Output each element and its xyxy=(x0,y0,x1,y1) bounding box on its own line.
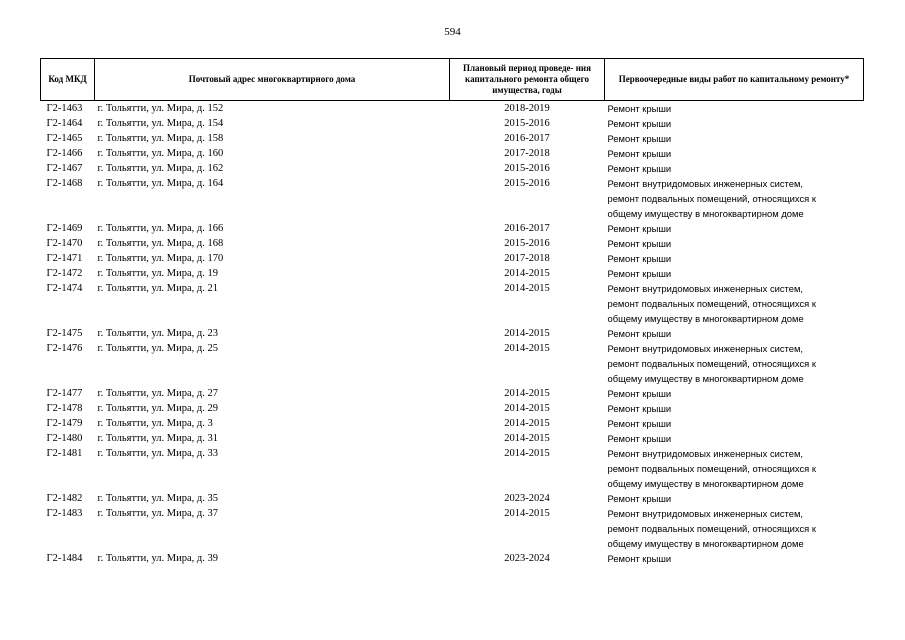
postal-address: г. Тольятти, ул. Мира, д. 33 xyxy=(97,448,218,459)
mkd-code: Г2-1484 xyxy=(46,553,83,564)
repair-period: 2017-2018 xyxy=(504,148,550,159)
repair-schedule-table xyxy=(40,58,864,566)
mkd-code: Г2-1464 xyxy=(46,118,83,129)
repair-works-line: общему имуществу в многоквартирном доме xyxy=(607,313,804,324)
table-row xyxy=(41,176,864,221)
mkd-code: Г2-1468 xyxy=(46,178,83,189)
repair-works-line: Ремонт крыши xyxy=(607,493,672,504)
table-row xyxy=(41,506,864,551)
repair-works xyxy=(605,401,864,416)
table-row xyxy=(41,251,864,266)
header-works: Первоочередные виды работ по капитальному ремонту* xyxy=(605,59,864,101)
repair-works xyxy=(605,506,864,551)
table-row xyxy=(41,326,864,341)
postal-address: г. Тольятти, ул. Мира, д. 29 xyxy=(97,403,218,414)
repair-works-line: Ремонт крыши xyxy=(607,328,672,339)
repair-works-line: общему имуществу в многоквартирном доме xyxy=(607,208,804,219)
postal-address: г. Тольятти, ул. Мира, д. 23 xyxy=(97,328,218,339)
postal-address: г. Тольятти, ул. Мира, д. 162 xyxy=(97,163,224,174)
mkd-code: Г2-1477 xyxy=(46,388,83,399)
table-row xyxy=(41,101,864,117)
table-row xyxy=(41,131,864,146)
table-row xyxy=(41,446,864,491)
repair-works-line: общему имуществу в многоквартирном доме xyxy=(607,538,804,549)
repair-works xyxy=(605,101,864,117)
page-number: 594 xyxy=(444,26,461,38)
header-code: Код МКД xyxy=(41,59,95,101)
repair-period: 2023-2024 xyxy=(504,553,550,564)
repair-period: 2017-2018 xyxy=(504,253,550,264)
repair-works-line: общему имуществу в многоквартирном доме xyxy=(607,373,804,384)
repair-period: 2014-2015 xyxy=(504,388,550,399)
postal-address: г. Тольятти, ул. Мира, д. 25 xyxy=(97,343,218,354)
repair-works-line: ремонт подвальных помещений, относящихся к xyxy=(607,358,816,369)
postal-address: г. Тольятти, ул. Мира, д. 39 xyxy=(97,553,218,564)
postal-address: г. Тольятти, ул. Мира, д. 3 xyxy=(97,418,213,429)
postal-address: г. Тольятти, ул. Мира, д. 152 xyxy=(97,103,224,114)
repair-works xyxy=(605,221,864,236)
repair-works xyxy=(605,416,864,431)
repair-period: 2014-2015 xyxy=(504,433,550,444)
repair-works xyxy=(605,386,864,401)
mkd-code: Г2-1482 xyxy=(46,493,83,504)
repair-works-line: Ремонт крыши xyxy=(607,133,672,144)
postal-address: г. Тольятти, ул. Мира, д. 35 xyxy=(97,493,218,504)
table-row xyxy=(41,416,864,431)
repair-works xyxy=(605,326,864,341)
repair-works xyxy=(605,131,864,146)
header-address: Почтовый адрес многоквартирного дома xyxy=(95,59,450,101)
repair-works-line: Ремонт крыши xyxy=(607,553,672,564)
repair-works xyxy=(605,176,864,221)
mkd-code: Г2-1471 xyxy=(46,253,83,264)
mkd-code: Г2-1475 xyxy=(46,328,83,339)
mkd-code: Г2-1478 xyxy=(46,403,83,414)
table-row xyxy=(41,266,864,281)
repair-period: 2014-2015 xyxy=(504,403,550,414)
mkd-code: Г2-1470 xyxy=(46,238,83,249)
repair-works xyxy=(605,161,864,176)
repair-period: 2014-2015 xyxy=(504,343,550,354)
mkd-code: Г2-1467 xyxy=(46,163,83,174)
table-row xyxy=(41,341,864,386)
repair-works xyxy=(605,146,864,161)
mkd-code: Г2-1463 xyxy=(46,103,83,114)
postal-address: г. Тольятти, ул. Мира, д. 168 xyxy=(97,238,224,249)
repair-works-line: Ремонт крыши xyxy=(607,118,672,129)
repair-period: 2014-2015 xyxy=(504,508,550,519)
postal-address: г. Тольятти, ул. Мира, д. 31 xyxy=(97,433,218,444)
repair-works-line: Ремонт внутридомовых инженерных систем, xyxy=(607,343,804,354)
repair-works-line: Ремонт крыши xyxy=(607,403,672,414)
repair-period: 2015-2016 xyxy=(504,163,550,174)
table-row xyxy=(41,551,864,566)
mkd-code: Г2-1465 xyxy=(46,133,83,144)
repair-works-line: общему имуществу в многоквартирном доме xyxy=(607,478,804,489)
mkd-code: Г2-1479 xyxy=(46,418,83,429)
postal-address: г. Тольятти, ул. Мира, д. 166 xyxy=(97,223,224,234)
repair-works-line: ремонт подвальных помещений, относящихся к xyxy=(607,298,816,309)
header-period: Плановый период проведе- ния капитального ремонта общего имущества, годы xyxy=(450,59,605,101)
mkd-code: Г2-1483 xyxy=(46,508,83,519)
repair-period: 2016-2017 xyxy=(504,133,550,144)
table-row xyxy=(41,491,864,506)
mkd-code: Г2-1481 xyxy=(46,448,83,459)
repair-works xyxy=(605,236,864,251)
repair-period: 2014-2015 xyxy=(504,448,550,459)
table-row xyxy=(41,161,864,176)
repair-works-line: Ремонт крыши xyxy=(607,148,672,159)
repair-works-line: Ремонт внутридомовых инженерных систем, xyxy=(607,283,804,294)
mkd-code: Г2-1469 xyxy=(46,223,83,234)
repair-works-line: Ремонт крыши xyxy=(607,223,672,234)
table-row xyxy=(41,386,864,401)
mkd-code: Г2-1472 xyxy=(46,268,83,279)
repair-period: 2015-2016 xyxy=(504,118,550,129)
postal-address: г. Тольятти, ул. Мира, д. 19 xyxy=(97,268,218,279)
repair-works-line: Ремонт крыши xyxy=(607,388,672,399)
table-row xyxy=(41,146,864,161)
table-row xyxy=(41,221,864,236)
repair-works xyxy=(605,491,864,506)
repair-works-line: ремонт подвальных помещений, относящихся к xyxy=(607,463,816,474)
repair-period: 2014-2015 xyxy=(504,418,550,429)
table-row xyxy=(41,236,864,251)
repair-works-line: Ремонт крыши xyxy=(607,238,672,249)
mkd-code: Г2-1474 xyxy=(46,283,83,294)
table-row xyxy=(41,116,864,131)
table-body xyxy=(41,101,864,567)
repair-works-line: Ремонт крыши xyxy=(607,268,672,279)
repair-works-line: Ремонт внутридомовых инженерных систем, xyxy=(607,178,804,189)
postal-address: г. Тольятти, ул. Мира, д. 154 xyxy=(97,118,224,129)
repair-period: 2023-2024 xyxy=(504,493,550,504)
mkd-code: Г2-1480 xyxy=(46,433,83,444)
repair-period: 2016-2017 xyxy=(504,223,550,234)
repair-works-line: Ремонт внутридомовых инженерных систем, xyxy=(607,448,804,459)
repair-period: 2014-2015 xyxy=(504,283,550,294)
repair-works xyxy=(605,431,864,446)
repair-works-line: ремонт подвальных помещений, относящихся к xyxy=(607,193,816,204)
repair-works xyxy=(605,266,864,281)
table-row xyxy=(41,401,864,416)
postal-address: г. Тольятти, ул. Мира, д. 27 xyxy=(97,388,218,399)
repair-works-line: Ремонт крыши xyxy=(607,103,672,114)
repair-works xyxy=(605,116,864,131)
postal-address: г. Тольятти, ул. Мира, д. 21 xyxy=(97,283,218,294)
table-header-row xyxy=(41,59,864,101)
postal-address: г. Тольятти, ул. Мира, д. 158 xyxy=(97,133,224,144)
repair-works xyxy=(605,341,864,386)
repair-works-line: Ремонт крыши xyxy=(607,433,672,444)
repair-period: 2014-2015 xyxy=(504,268,550,279)
repair-works-line: Ремонт крыши xyxy=(607,253,672,264)
repair-works-line: Ремонт крыши xyxy=(607,163,672,174)
postal-address: г. Тольятти, ул. Мира, д. 160 xyxy=(97,148,224,159)
table-row xyxy=(41,281,864,326)
repair-works-line: Ремонт внутридомовых инженерных систем, xyxy=(607,508,804,519)
repair-period: 2015-2016 xyxy=(504,238,550,249)
repair-period: 2014-2015 xyxy=(504,328,550,339)
table-row xyxy=(41,431,864,446)
mkd-code: Г2-1466 xyxy=(46,148,83,159)
postal-address: г. Тольятти, ул. Мира, д. 37 xyxy=(97,508,218,519)
repair-period: 2015-2016 xyxy=(504,178,550,189)
repair-period: 2018-2019 xyxy=(504,103,550,114)
repair-works xyxy=(605,251,864,266)
repair-works-line: ремонт подвальных помещений, относящихся к xyxy=(607,523,816,534)
repair-works-line: Ремонт крыши xyxy=(607,418,672,429)
postal-address: г. Тольятти, ул. Мира, д. 170 xyxy=(97,253,224,264)
repair-works xyxy=(605,281,864,326)
postal-address: г. Тольятти, ул. Мира, д. 164 xyxy=(97,178,224,189)
repair-works xyxy=(605,446,864,491)
repair-works xyxy=(605,551,864,566)
mkd-code: Г2-1476 xyxy=(46,343,83,354)
